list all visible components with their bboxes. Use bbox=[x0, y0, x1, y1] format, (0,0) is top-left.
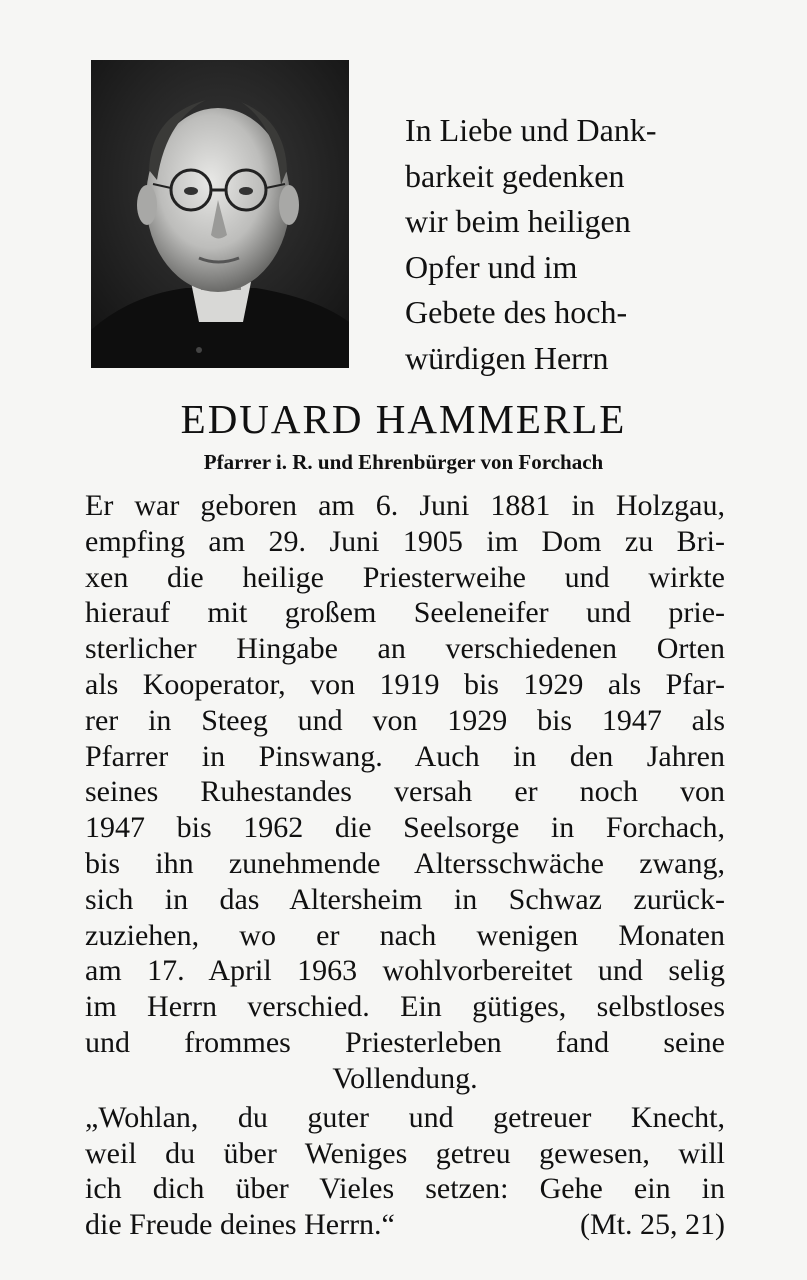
dedication-text bbox=[405, 108, 785, 381]
dedication-line: würdigen Herrn bbox=[405, 339, 609, 376]
biography-line: Vollendung. bbox=[332, 1061, 478, 1095]
dedication-line: wir beim heiligen bbox=[405, 203, 631, 239]
biography-line: als Kooperator, von 1919 bis 1929 als Pfar- bbox=[85, 667, 725, 701]
biography-line: sterlicher Hingabe an verschiedenen Orten bbox=[85, 632, 725, 666]
scripture-quote bbox=[85, 1100, 725, 1242]
biography-line: hierauf mit großem Seeleneifer und prie- bbox=[85, 596, 725, 630]
biography-line: rer in Steeg und von 1929 bis 1947 als bbox=[85, 703, 725, 737]
dedication-line: In Liebe und Dank- bbox=[405, 112, 657, 148]
portrait-photo bbox=[91, 60, 349, 368]
deceased-title: Pfarrer i. R. und Ehrenbürger von Forchach bbox=[203, 450, 604, 474]
dedication-line: Opfer und im bbox=[405, 248, 578, 285]
biography-line: bis ihn zunehmende Altersschwäche zwang, bbox=[85, 846, 725, 880]
quote-line: „Wohlan, du guter und getreuer Knecht, bbox=[85, 1101, 725, 1134]
biography-line: sich in das Altersheim in Schwaz zurück- bbox=[85, 882, 725, 916]
quote-line: die Freude deines Herrn.“ bbox=[85, 1207, 395, 1241]
biography-line: und frommes Priesterleben fand seine bbox=[85, 1025, 725, 1059]
biography-line: zuziehen, wo er nach wenigen Monaten bbox=[85, 918, 725, 952]
biography-line: Er war geboren am 6. Juni 1881 in Holzgau, bbox=[85, 489, 725, 522]
biography-line: xen die heilige Priesterweihe und wirkte bbox=[85, 560, 725, 594]
deceased-name: EDUARD HAMMERLE bbox=[180, 396, 627, 442]
dedication-line: barkeit gedenken bbox=[405, 157, 625, 194]
quote-line: ich dich über Vieles setzen: Gehe ein in bbox=[85, 1172, 725, 1205]
quote-last-row bbox=[85, 1207, 725, 1243]
biography-line: empfing am 29. Juni 1905 im Dom zu Bri- bbox=[85, 524, 725, 558]
quote-reference: (Mt. 25, 21) bbox=[580, 1207, 725, 1241]
biography-line: am 17. April 1963 wohlvorbereitet und selig bbox=[85, 954, 725, 988]
biography-line: seines Ruhestandes versah er noch von bbox=[85, 775, 725, 809]
biography-text bbox=[85, 488, 725, 1097]
biography-line: 1947 bis 1962 die Seelsorge in Forchach, bbox=[85, 811, 725, 845]
biography-line: Pfarrer in Pinswang. Auch in den Jahren bbox=[85, 739, 725, 773]
biography-line: im Herrn verschied. Ein gütiges, selbstloses bbox=[85, 990, 725, 1024]
dedication-line: Gebete des hoch- bbox=[405, 294, 628, 330]
portrait-image bbox=[91, 60, 349, 368]
quote-line: weil du über Weniges getreu gewesen, will bbox=[85, 1136, 725, 1170]
